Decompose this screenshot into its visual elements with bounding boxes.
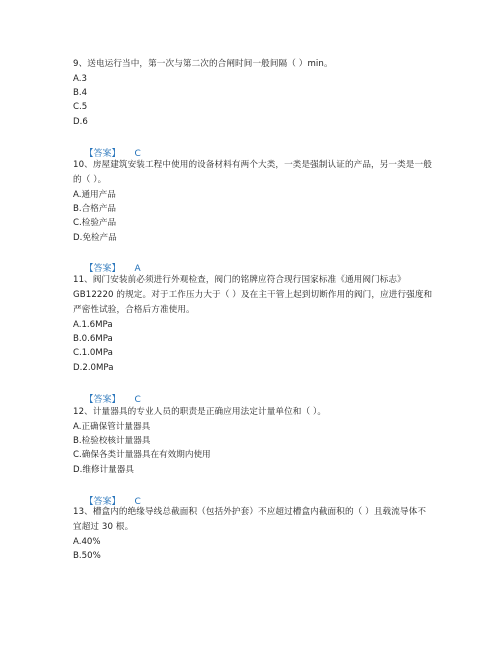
question-10 [73,158,433,245]
option-d: D.维修计量器具 [73,464,134,475]
answer-value: C [134,395,141,405]
answer-label: 【答案】 [84,264,121,274]
option-b: B.检验校核计量器具 [73,436,151,447]
answer-value: C [134,497,141,507]
question-stem: 13、槽盒内的绝缘导线总截面积（包括外护套）不应超过槽盒内截面积的（ ）且载流导体不宜超过 30 根。 [73,507,427,532]
option-b: B.0.6MPa [73,334,113,345]
option-a: A.3 [73,74,87,84]
answer-value: A [134,264,141,274]
option-a: A.通用产品 [73,190,116,200]
option-c: C.1.0MPa [73,348,113,359]
answer-label: 【答案】 [84,395,121,405]
answer-label: 【答案】 [84,497,121,507]
option-a: A.1.6MPa [73,320,113,330]
option-c: C.检验产品 [73,218,117,229]
answer-label: 【答案】 [84,149,121,159]
question-12 [73,405,433,477]
option-a: A.40% [73,537,101,547]
option-c: C.确保各类计量器具在有效期内使用 [73,450,211,461]
option-b: B.50% [73,551,101,562]
question-stem: 9、送电运行当中，第一次与第二次的合闸时间一般间隔（ ）min。 [73,59,333,69]
question-9 [73,57,433,129]
option-d: D.免检产品 [73,232,117,243]
option-b: B.合格产品 [73,204,117,215]
question-stem: 12、计量器具的专业人员的职责是正确应用法定计量单位和（ ）。 [73,407,327,417]
option-a: A.正确保管计量器具 [73,422,151,432]
question-13 [73,505,433,563]
question-11 [73,273,433,375]
option-c: C.5 [73,102,88,113]
question-stem: 11、阀门安装前必须进行外观检查，阀门的铭牌应符合现行国家标准《通用阀门标志》GB12220 的规定。对于工作压力大于（ ）及在主干管上起到切断作用的阀门，应进行强度和严密性试验，合格后方准使用。 [73,275,433,315]
option-b: B.4 [73,88,88,99]
answer-value: C [134,149,141,159]
question-stem: 10、房屋建筑安装工程中使用的设备材料有两个大类，一类是强制认证的产品，另一类是一般的（ ）。 [73,160,432,185]
option-d: D.6 [73,116,88,127]
option-d: D.2.0MPa [73,362,114,373]
